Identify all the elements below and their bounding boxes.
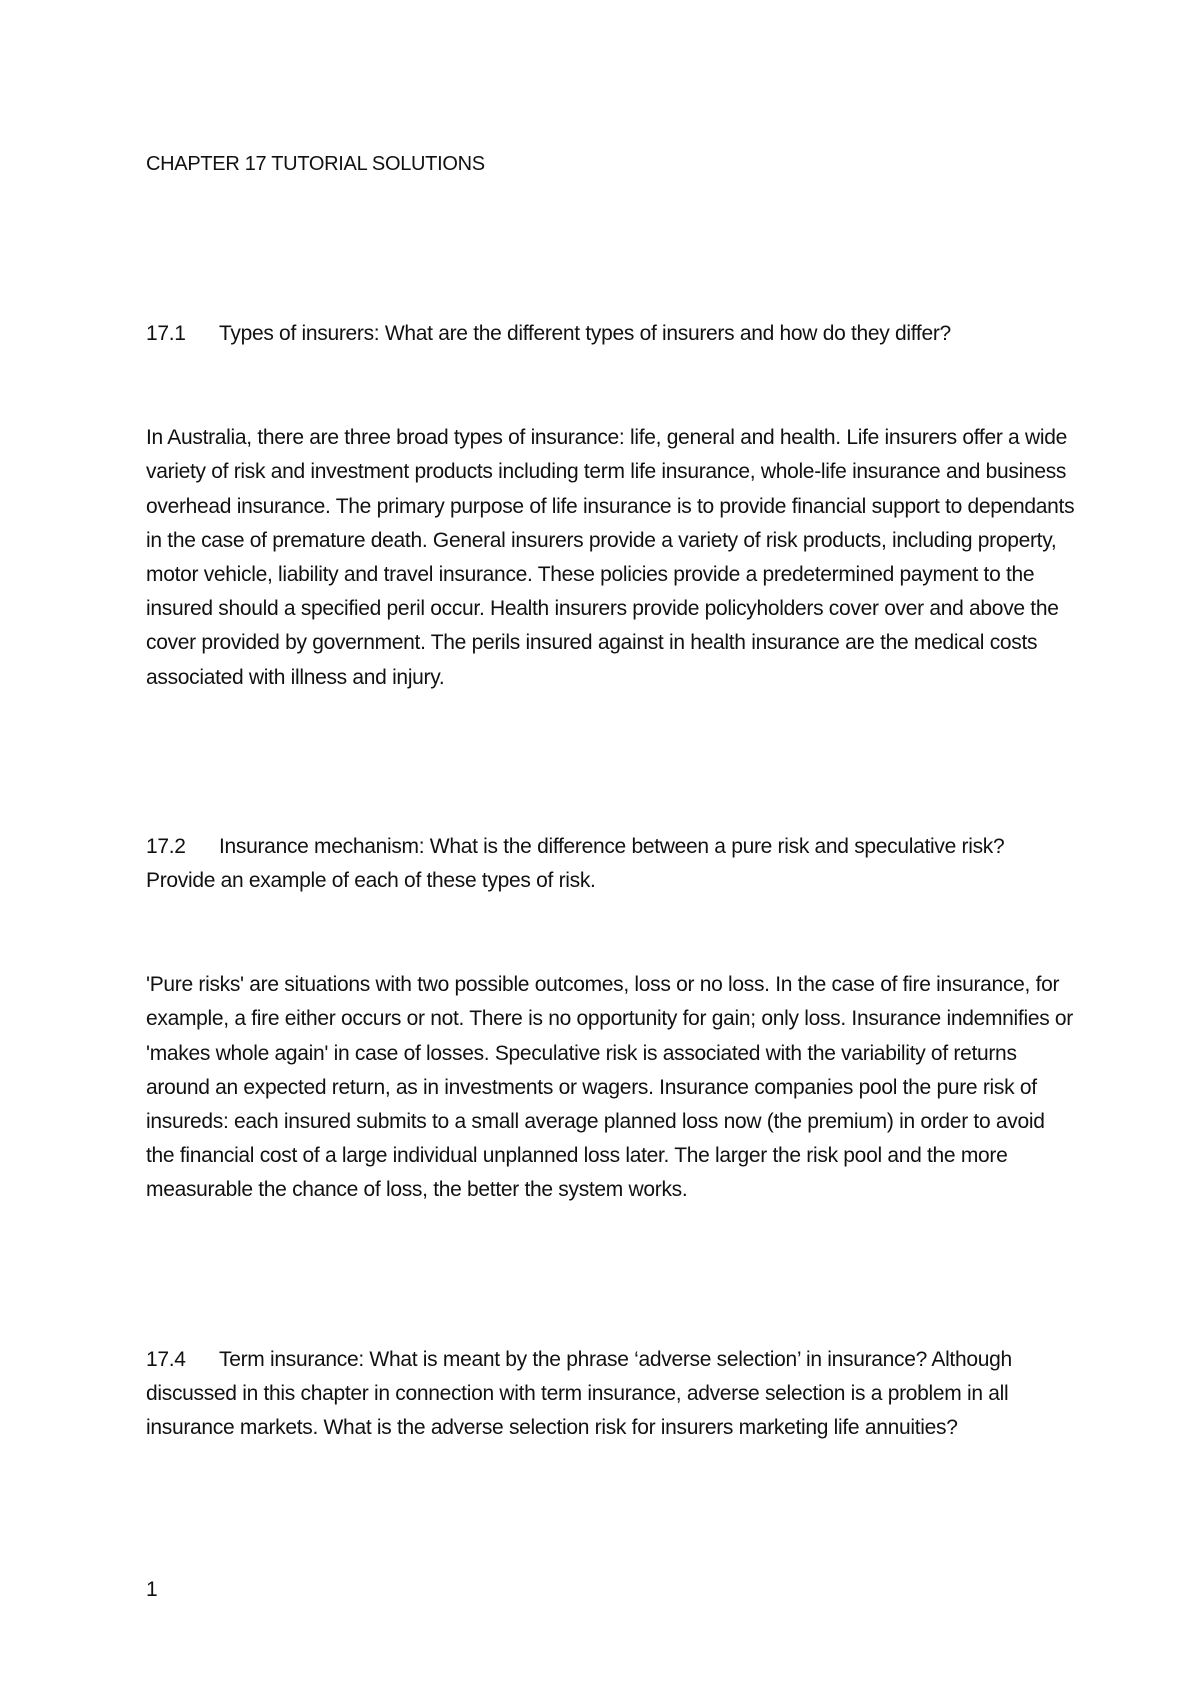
question-17-1 <box>146 317 1076 351</box>
answer-17-2: 'Pure risks' are situations with two possible outcomes, loss or no loss. In the case of fire insurance, for example, a fire either occurs or not. There is no opportunity for gain; only loss. Insurance indemnifies or 'makes whole again' in case of losses. Speculative risk is associated with the variability of returns around an expected return, as in investments or wagers. Insurance companies pool the pure risk of insureds: each insured submits to a small average planned loss now (the premium) in order to avoid the financial cost of a large individual unplanned loss later. The larger the risk pool and the more measurable the chance of loss, the better the system works. <box>146 973 1074 1202</box>
question-text: Insurance mechanism: What is the difference between a pure risk and speculative risk? Provide an example of each of these types of risk. <box>146 834 1005 893</box>
question-text: Term insurance: What is meant by the phrase ‘adverse selection’ in insurance? Although discussed in this chapter in connection with term insurance, adverse selection is a problem in all insurance markets. What is the adverse selection risk for insurers marketing life annuities? <box>146 1347 1012 1440</box>
question-number: 17.1 <box>146 322 186 345</box>
question-text: Types of insurers: What are the different types of insurers and how do they differ? <box>219 322 951 345</box>
question-17-4 <box>146 1343 1076 1446</box>
question-number: 17.2 <box>146 834 186 858</box>
document-body <box>146 147 1076 1445</box>
question-number: 17.4 <box>146 1347 186 1371</box>
document-title: CHAPTER 17 TUTORIAL SOLUTIONS <box>146 153 485 175</box>
page-number: 1 <box>146 1578 158 1601</box>
question-17-2 <box>146 830 1076 898</box>
answer-17-1: In Australia, there are three broad types of insurance: life, general and health. Life insurers offer a wide variety of risk and investment products including term life insurance, whole-life insurance and business overhead insurance. The primary purpose of life insurance is to provide financial support to dependants in the case of premature death. General insurers provide a variety of risk products, including property, motor vehicle, liability and travel insurance. These policies provide a predetermined payment to the insured should a specified peril occur. Health insurers provide policyholders cover over and above the cover provided by government. The perils insured against in health insurance are the medical costs associated with illness and injury. <box>146 426 1075 689</box>
